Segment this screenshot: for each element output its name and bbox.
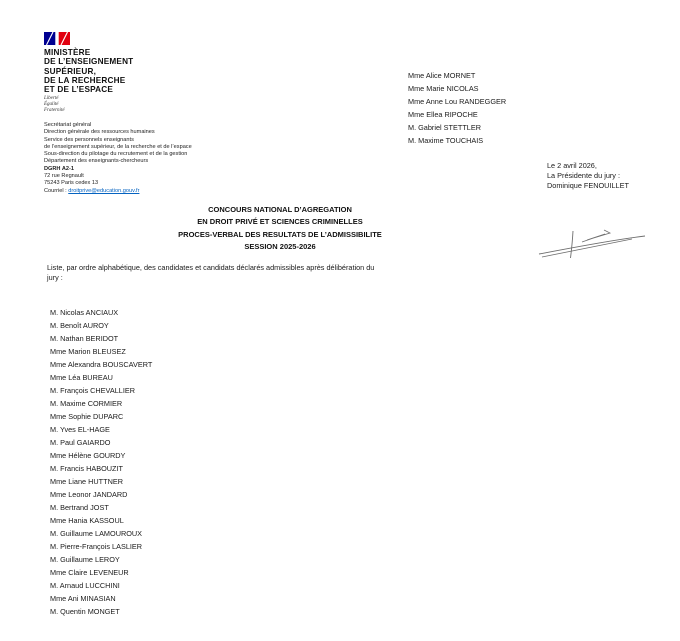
candidate-item: M. Pierre-François LASLIER (50, 542, 143, 551)
candidate-item: Mme Ani MINASIAN (50, 594, 116, 603)
ministry-name-line: ET DE L’ESPACE (44, 85, 114, 95)
candidate-item: Mme Hania KASSOUL (50, 516, 124, 525)
address-lines (44, 173, 192, 188)
motto-line: Égalité (44, 101, 59, 107)
candidate-item: M. Guillaume LAMOUROUX (50, 529, 143, 538)
candidate-item: M. Arnaud LUCCHINI (50, 581, 120, 590)
jury-member: M. Gabriel STETTLER (408, 123, 481, 132)
french-flag-logo (44, 32, 70, 45)
candidate-item: M. Nicolas ANCIAUX (50, 308, 119, 317)
email-label: Courriel : (44, 187, 69, 194)
admissible-candidates-list (50, 306, 152, 618)
candidate-item: M. Bertrand JOST (50, 503, 109, 512)
date-line: Le 2 avril 2026, (547, 161, 597, 170)
candidate-item: M. Paul GAIARDO (50, 438, 111, 447)
candidate-item: M. Yves EL-HAGE (50, 425, 110, 434)
admin-sender-block (44, 122, 192, 195)
address-line: 72 rue Regnault (44, 173, 84, 180)
ministry-name-line: SUPÉRIEUR, (44, 66, 97, 76)
address-line: 75243 Paris cedex 13 (44, 180, 99, 187)
document-title (80, 204, 480, 254)
president-label: La Présidente du jury : (547, 170, 621, 180)
title-line: CONCOURS NATIONAL D’AGREGATION (208, 205, 352, 214)
title-line: PROCES-VERBAL DES RESULTATS DE L’ADMISSIBILITE (178, 229, 382, 239)
admin-line: Service des personnels enseignants (44, 136, 134, 143)
jury-member: Mme Alice MORNET (408, 71, 476, 80)
jury-member: Mme Ellea RIPOCHE (408, 110, 478, 119)
admin-line: Sous-direction du pilotage du recrutement et de la gestion (44, 151, 188, 158)
candidate-item: Mme Léa BUREAU (50, 373, 113, 382)
jury-member: Mme Marie NICOLAS (408, 84, 479, 93)
title-line: SESSION 2025-2026 (244, 242, 316, 252)
republic-motto (44, 96, 65, 114)
jury-member: M. Maxime TOUCHAIS (408, 136, 484, 145)
candidate-item: Mme Claire LEVENEUR (50, 568, 129, 577)
jury-member: Mme Anne Lou RANDEGGER (408, 97, 507, 106)
motto-line: Fraternité (44, 107, 65, 113)
candidate-item: M. François CHEVALLIER (50, 386, 136, 395)
email-link[interactable]: droitprive@education.gouv.fr (68, 187, 140, 194)
intro-paragraph: Liste, par ordre alphabétique, des candidates et candidats déclarés admissibles après délibération du jury : (47, 263, 375, 282)
president-signature (536, 228, 648, 260)
date-president-block (547, 161, 629, 190)
candidate-item: Mme Sophie DUPARC (50, 412, 124, 421)
candidate-item: M. Francis HABOUZIT (50, 464, 123, 473)
ministry-name-line: DE LA RECHERCHE (44, 75, 126, 85)
candidate-item: Mme Hélène GOURDY (50, 451, 126, 460)
email-row (44, 188, 192, 195)
president-name: Dominique FENOUILLET (547, 180, 629, 190)
admin-line: Secrétariat général (44, 122, 92, 128)
unit-code: DGRH A2-1 (44, 165, 74, 172)
ministry-name (44, 48, 133, 94)
jury-members-list (408, 69, 506, 147)
admin-line: Direction générale des ressources humaines (44, 129, 155, 136)
candidate-item: M. Benoît AUROY (50, 321, 109, 330)
candidate-item: Mme Leonor JANDARD (50, 490, 128, 499)
admin-line: Département des enseignants-chercheurs (44, 158, 149, 165)
candidate-item: M. Guillaume LEROY (50, 555, 120, 564)
candidate-item: Mme Alexandra BOUSCAVERT (50, 360, 153, 369)
candidate-item: Mme Liane HUTTNER (50, 477, 123, 486)
ministry-name-line: MINISTÈRE (44, 48, 91, 57)
title-line: EN DROIT PRIVÉ ET SCIENCES CRIMINELLES (197, 217, 363, 227)
ministry-name-line: DE L’ENSEIGNEMENT (44, 57, 134, 67)
candidate-item: M. Maxime CORMIER (50, 399, 123, 408)
candidate-item: M. Quentin MONGET (50, 607, 120, 616)
admin-lines (44, 122, 192, 166)
candidate-item: Mme Marion BLEUSEZ (50, 347, 126, 356)
candidate-item: M. Nathan BERIDOT (50, 334, 119, 343)
admin-line: de l’enseignement supérieur, de la recherche et de l’espace (44, 143, 192, 150)
motto-line: Liberté (44, 96, 59, 101)
